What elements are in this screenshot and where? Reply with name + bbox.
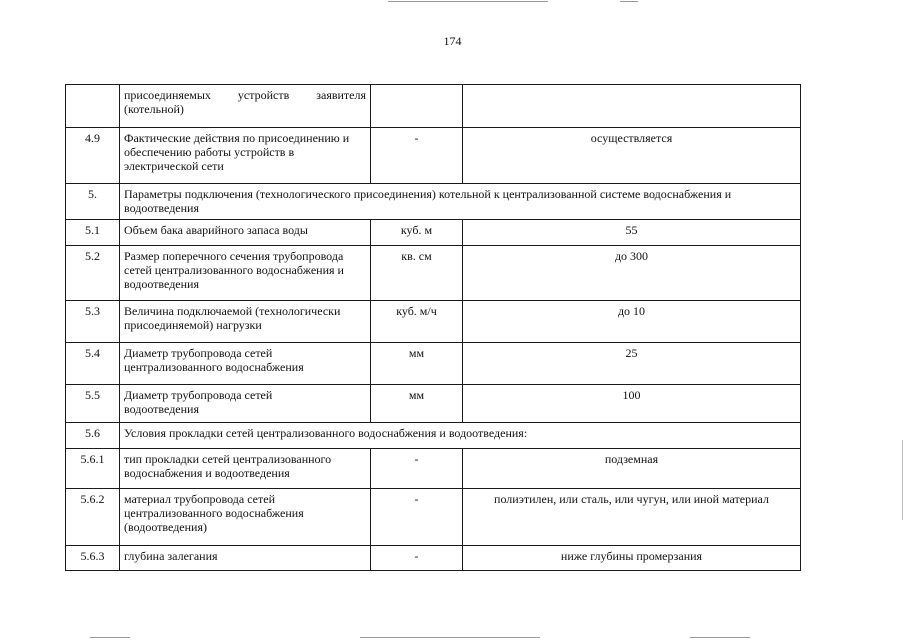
table-row <box>66 128 801 184</box>
spec-table-body <box>66 85 801 571</box>
value-cell: до 300 <box>463 246 801 301</box>
row-number-cell: 4.9 <box>66 128 120 184</box>
table-row <box>66 343 801 385</box>
parameter-line: централизованного водоснабжения <box>124 506 304 520</box>
value-cell: 25 <box>463 343 801 385</box>
unit-cell: - <box>371 489 463 546</box>
right-scan-edge <box>902 440 903 520</box>
top-scan-edge <box>388 1 548 2</box>
parameter-line: централизованного водоснабжения <box>124 360 304 374</box>
table-row <box>66 423 801 449</box>
parameter-line: Размер поперечного сечения трубопровода <box>124 249 344 263</box>
table-row <box>66 301 801 343</box>
row-number-cell: 5.3 <box>66 301 120 343</box>
parameter-line: глубина залегания <box>124 549 218 563</box>
unit-cell: - <box>371 449 463 489</box>
parameter-line: Диаметр трубопровода сетей <box>124 388 273 402</box>
unit-cell: мм <box>371 385 463 423</box>
unit-cell: - <box>371 128 463 184</box>
bottom-scan-edge-mid <box>360 637 540 638</box>
bottom-scan-edge-right <box>690 637 750 638</box>
unit-cell <box>371 85 463 128</box>
parameter-line: Диаметр трубопровода сетей <box>124 346 273 360</box>
parameter-cell <box>120 449 371 489</box>
row-number-cell <box>66 85 120 128</box>
value-cell <box>463 85 801 128</box>
parameter-cell <box>120 85 371 128</box>
parameter-cell <box>120 343 371 385</box>
parameter-cell <box>120 489 371 546</box>
parameter-line: водоотведения <box>124 201 199 215</box>
value-cell: подземная <box>463 449 801 489</box>
row-number-cell: 5.6.1 <box>66 449 120 489</box>
parameter-line: Объем бака аварийного запаса воды <box>124 223 308 237</box>
value-cell: 100 <box>463 385 801 423</box>
row-number-cell: 5.2 <box>66 246 120 301</box>
row-number-cell: 5.6.2 <box>66 489 120 546</box>
parameter-cell <box>120 128 371 184</box>
value-cell: полиэтилен, или сталь, или чугун, или иной материал <box>463 489 801 546</box>
table-row <box>66 449 801 489</box>
table-row <box>66 220 801 246</box>
row-number-cell: 5. <box>66 184 120 220</box>
parameter-line: Фактические действия по присоединению и <box>124 131 350 145</box>
page-number: 174 <box>443 34 462 48</box>
row-number-cell: 5.1 <box>66 220 120 246</box>
table-row <box>66 385 801 423</box>
unit-cell: куб. м <box>371 220 463 246</box>
value-cell: 55 <box>463 220 801 246</box>
row-number-cell: 5.6.3 <box>66 546 120 571</box>
parameter-line: тип прокладки сетей централизованного <box>124 452 332 466</box>
row-number-cell: 5.6 <box>66 423 120 449</box>
row-number-cell: 5.5 <box>66 385 120 423</box>
parameter-line: материал трубопровода сетей <box>124 492 276 506</box>
table-row <box>66 184 801 220</box>
spec-table <box>65 84 801 571</box>
unit-cell: мм <box>371 343 463 385</box>
parameter-line: Условия прокладки сетей централизованного водоснабжения и водоотведения: <box>124 426 528 440</box>
unit-cell: куб. м/ч <box>371 301 463 343</box>
unit-cell: - <box>371 546 463 571</box>
parameter-line: Величина подключаемой (технологически <box>124 304 341 318</box>
parameter-line: Параметры подключения (технологического присоединения) котельной к централизованной системе водоснабжения и <box>124 187 732 201</box>
table-row <box>66 85 801 128</box>
value-cell: осуществляется <box>463 128 801 184</box>
parameter-cell <box>120 220 371 246</box>
parameter-cell <box>120 301 371 343</box>
parameter-cell <box>120 546 371 571</box>
parameter-line: водоснабжения и водоотведения <box>124 466 290 480</box>
value-cell: ниже глубины промерзания <box>463 546 801 571</box>
value-cell: до 10 <box>463 301 801 343</box>
parameter-line: (водоотведения) <box>124 520 207 534</box>
parameter-line: обеспечению работы устройств в <box>124 145 295 159</box>
parameter-line: водоотведения <box>124 402 199 416</box>
parameter-line: присоединяемых устройств заявителя <box>124 88 366 102</box>
table-row <box>66 546 801 571</box>
parameter-cell <box>120 385 371 423</box>
parameter-cell <box>120 423 801 449</box>
unit-cell: кв. см <box>371 246 463 301</box>
table-row <box>66 489 801 546</box>
parameter-cell <box>120 184 801 220</box>
top-scan-edge-right <box>620 1 638 2</box>
parameter-line: (котельной) <box>124 102 184 116</box>
bottom-scan-edge-left <box>90 637 130 638</box>
parameter-line: электрической сети <box>124 159 224 173</box>
table-row <box>66 246 801 301</box>
parameter-line: присоединяемой) нагрузки <box>124 318 262 332</box>
parameter-line: водоотведения <box>124 277 199 291</box>
row-number-cell: 5.4 <box>66 343 120 385</box>
parameter-cell <box>120 246 371 301</box>
parameter-line: сетей централизованного водоснабжения и <box>124 263 344 277</box>
